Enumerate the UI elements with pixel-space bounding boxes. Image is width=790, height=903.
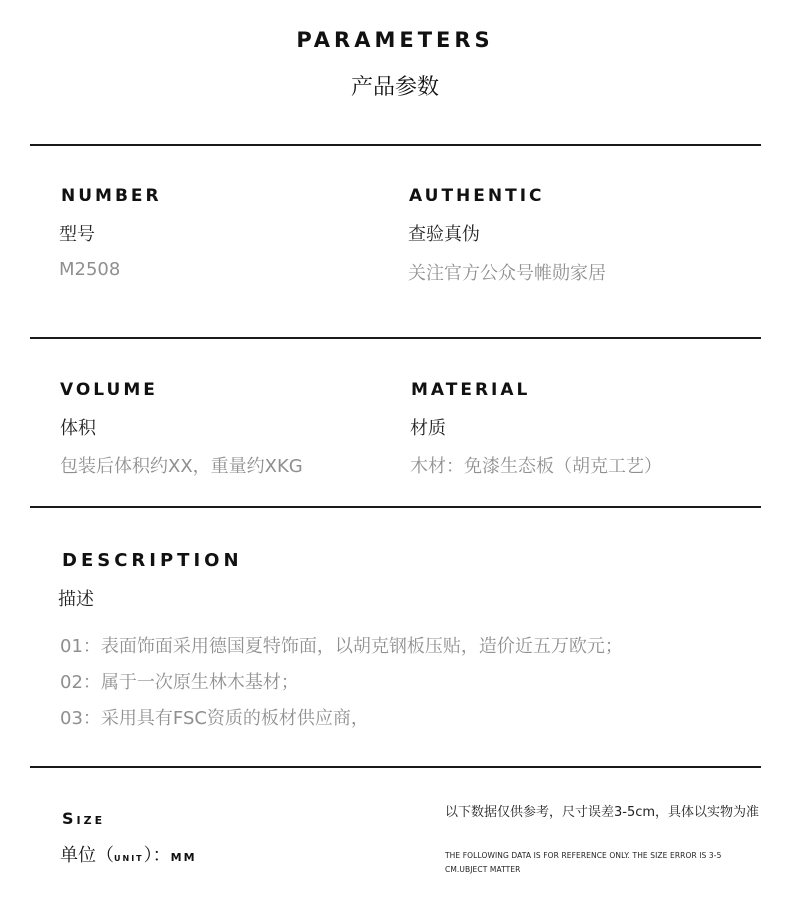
description-label-en: DESCRIPTION — [62, 550, 243, 571]
number-label-cn: 型号 — [59, 224, 95, 245]
size-unit-suffix: ）： — [143, 845, 171, 866]
size-note-en: THE FOLLOWING DATA IS FOR REFERENCE ONLY. THE SIZE ERROR IS 3-5 CM.UBJECT MATTER — [445, 851, 722, 874]
description-item-2: 02：属于一次原生林木基材； — [60, 672, 299, 693]
divider — [30, 337, 761, 339]
divider — [30, 766, 761, 768]
divider — [30, 506, 761, 508]
material-label-en: MATERIAL — [411, 380, 531, 400]
authentic-value: 关注官方公众号帷勋家居 — [408, 263, 606, 284]
divider — [30, 144, 761, 146]
number-value: M2508 — [59, 259, 121, 280]
material-value: 木材：免漆生态板（胡克工艺） — [410, 456, 662, 477]
size-unit-value: mm — [170, 847, 197, 865]
volume-value: 包装后体积约XX，重量约XKG — [60, 456, 303, 477]
size-unit-word: unit — [114, 850, 144, 864]
page-title-cn: 产品参数 — [350, 75, 439, 100]
size-unit-line — [60, 841, 197, 867]
size-unit-prefix: 单位（ — [60, 845, 114, 866]
authentic-label-cn: 查验真伪 — [408, 224, 480, 245]
authentic-label-en: AUTHENTIC — [409, 186, 545, 206]
size-label-en: Size — [62, 809, 106, 828]
page-title-en: PARAMETERS — [296, 28, 494, 52]
volume-label-en: VOLUME — [60, 380, 158, 400]
material-label-cn: 材质 — [410, 418, 446, 439]
description-item-1: 01：表面饰面采用德国夏特饰面，以胡克钢板压贴，造价近五万欧元； — [60, 636, 623, 657]
volume-label-cn: 体积 — [60, 418, 96, 439]
description-label-cn: 描述 — [58, 589, 94, 610]
size-note-cn: 以下数据仅供参考，尺寸误差3-5cm，具体以实物为准 — [445, 805, 760, 820]
description-item-3: 03：采用具有FSC资质的板材供应商， — [60, 708, 369, 729]
number-label-en: NUMBER — [61, 186, 162, 206]
